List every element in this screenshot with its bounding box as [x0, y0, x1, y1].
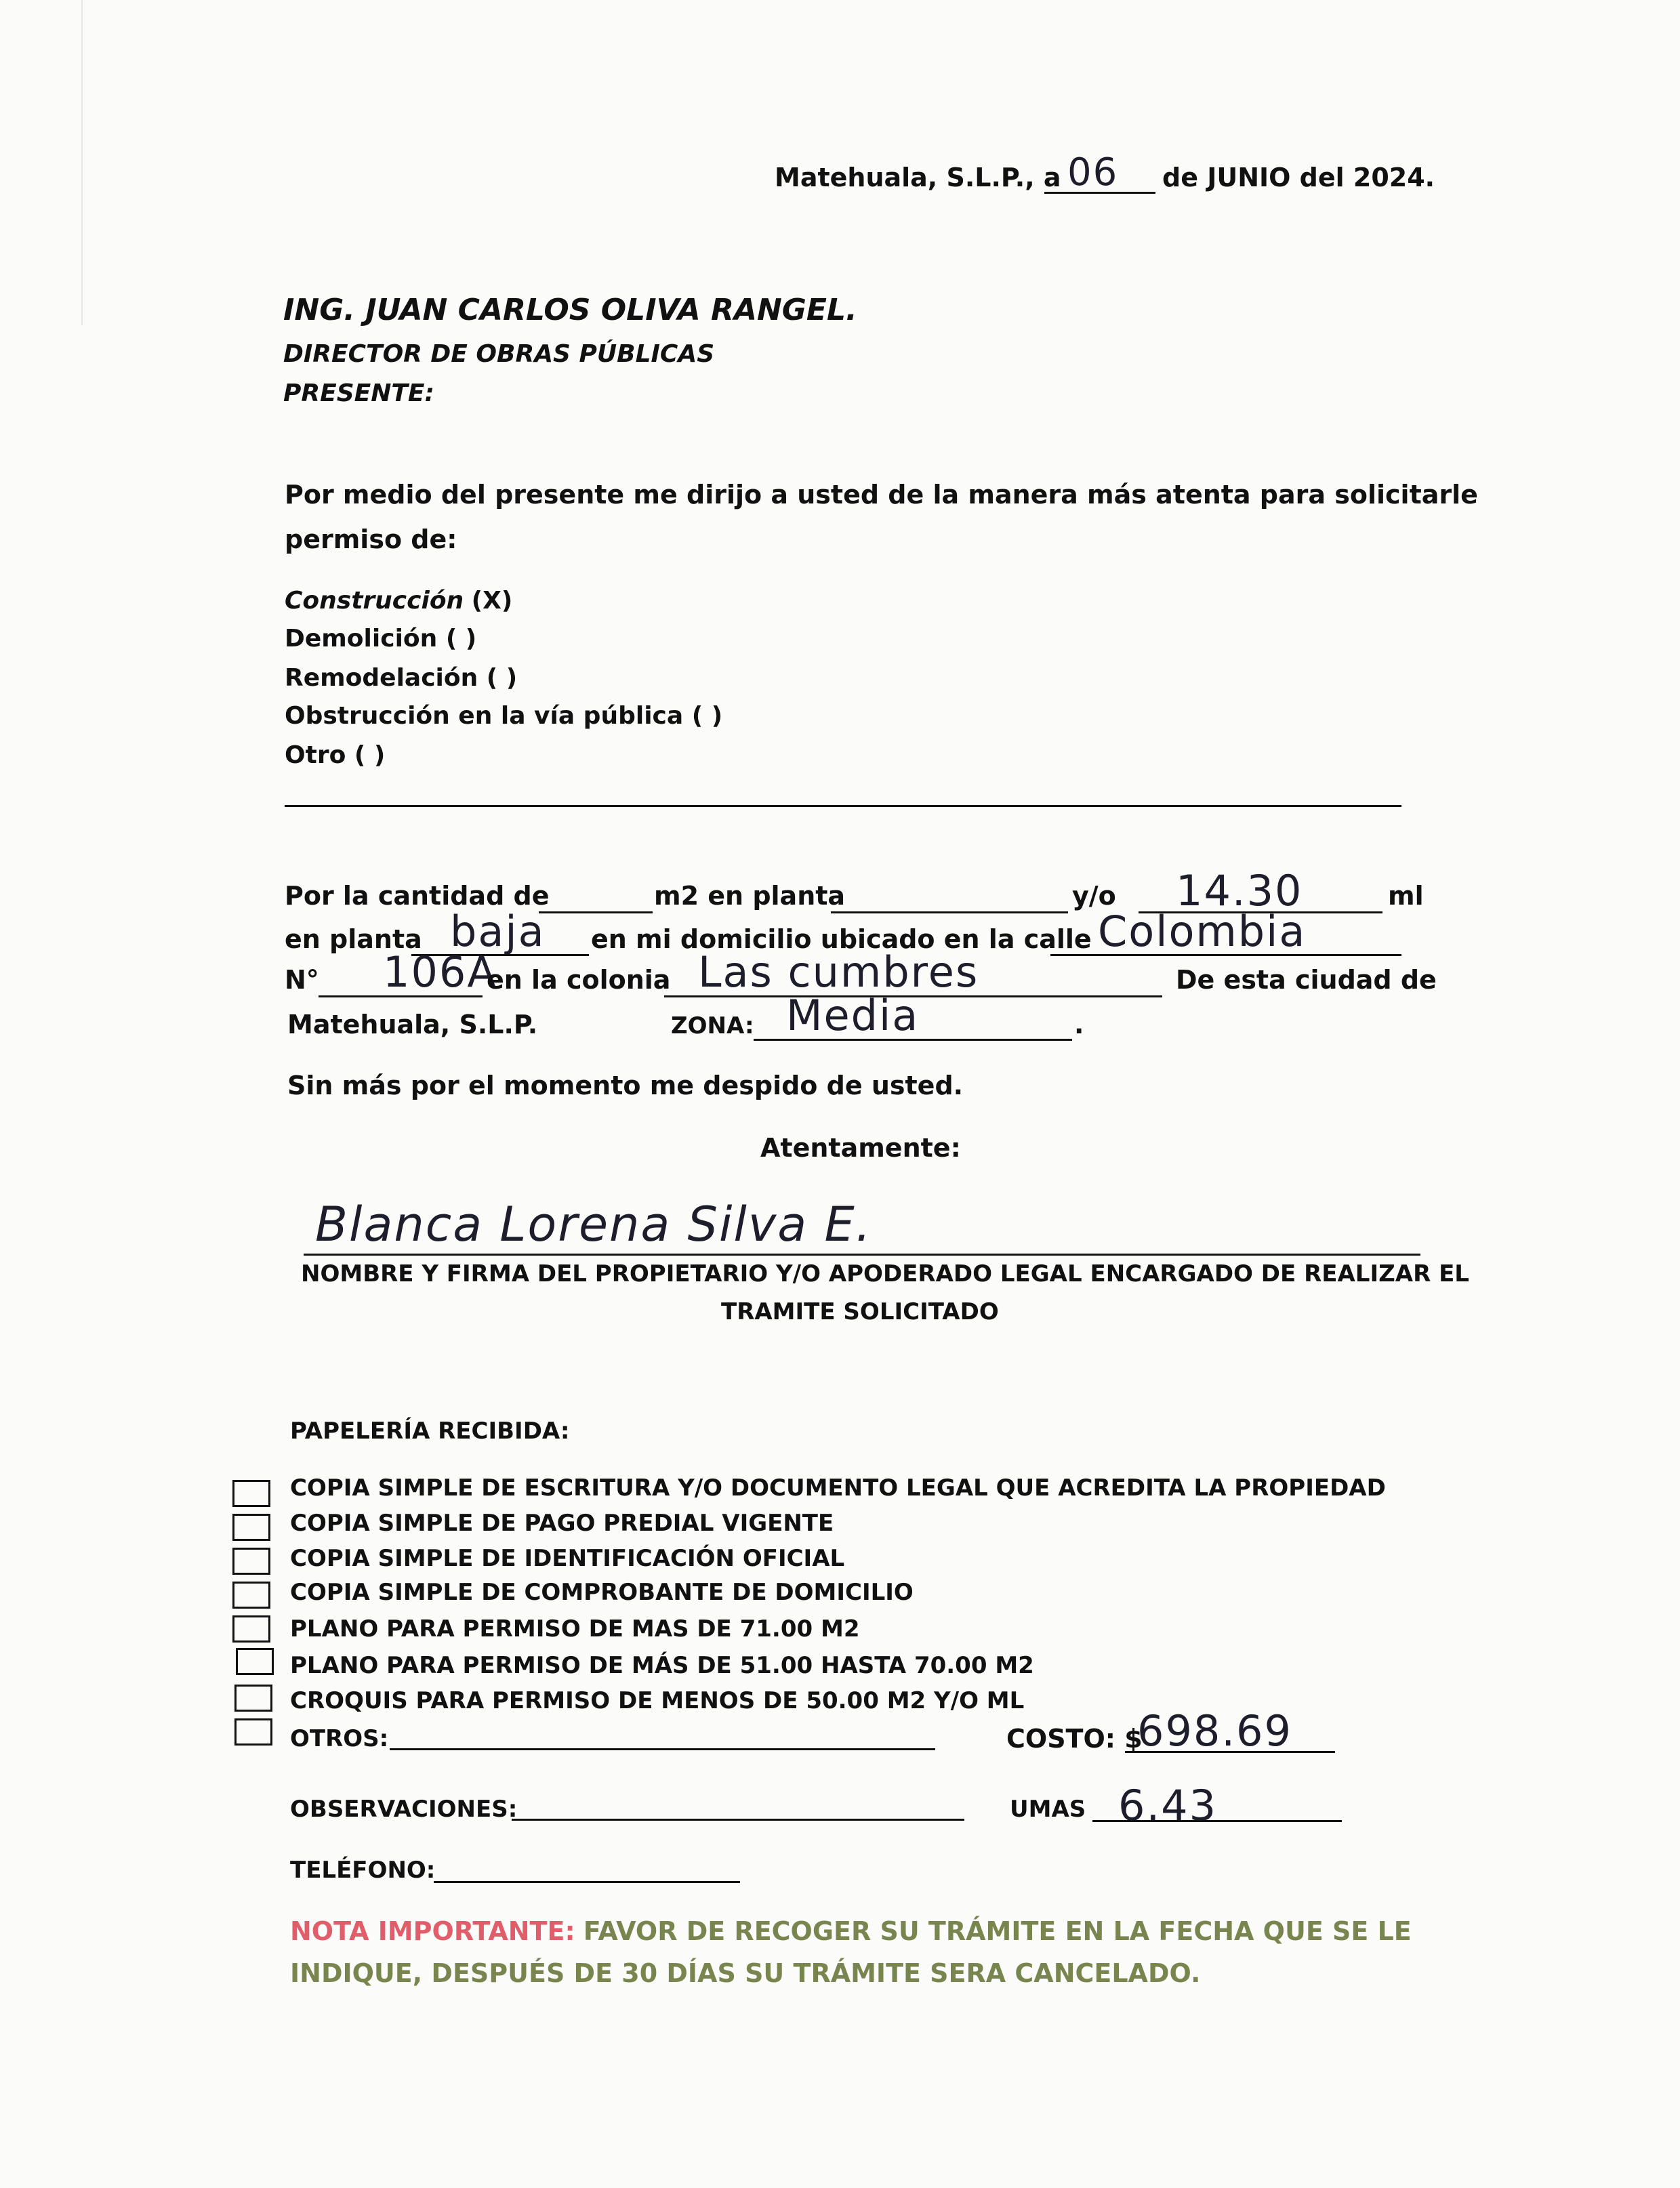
date-day-line [1044, 192, 1155, 194]
no-label: N° [285, 965, 319, 995]
permit-remodelacion-label: Remodelación [285, 664, 478, 692]
zona-line [754, 1039, 1072, 1041]
permit-demolicion-label: Demolición [285, 625, 438, 653]
city-text: Matehuala, S.L.P. [287, 1010, 538, 1039]
colonia-value: Las cumbres [698, 947, 979, 997]
papeleria-item-plano-51: PLANO PARA PERMISO DE MÁS DE 51.00 HASTA 70.00 M2 [290, 1652, 1034, 1679]
otros-line [390, 1748, 935, 1750]
umas-label: UMAS [1010, 1796, 1086, 1823]
nota-line-1 [290, 1916, 1412, 1946]
date-suffix: de JUNIO del 2024. [1162, 163, 1435, 192]
sign-caption-2: TRAMITE SOLICITADO [721, 1298, 999, 1325]
costo-line [1125, 1751, 1335, 1753]
telefono-label: TELÉFONO: [290, 1857, 436, 1884]
permit-otro-label: Otro [285, 741, 346, 769]
papeleria-item-escritura: COPIA SIMPLE DE ESCRITURA Y/O DOCUMENTO LEGAL QUE ACREDITA LA PROPIEDAD [290, 1474, 1386, 1502]
papeleria-item-identificacion: COPIA SIMPLE DE IDENTIFICACIÓN OFICIAL [290, 1545, 845, 1572]
no-value: 106A [383, 947, 497, 997]
permit-construccion [285, 587, 512, 615]
atentamente: Atentamente: [760, 1133, 961, 1163]
date-day: 06 [1067, 150, 1119, 194]
zona-value: Media [786, 991, 920, 1040]
intro-line-2: permiso de: [285, 524, 457, 554]
papeleria-heading: PAPELERÍA RECIBIDA: [290, 1418, 570, 1445]
signature-line [304, 1254, 1420, 1256]
sign-caption-1: NOMBRE Y FIRMA DEL PROPIETARIO Y/O APODERADO LEGAL ENCARGADO DE REALIZAR EL [301, 1260, 1469, 1287]
papeleria-checkbox-escritura[interactable] [232, 1480, 270, 1507]
yo-label: y/o [1072, 881, 1116, 911]
signature: Blanca Lorena Silva E. [315, 1197, 872, 1252]
otros-label: OTROS: [290, 1725, 389, 1752]
planta-label: en planta [285, 924, 422, 954]
cantidad-line [539, 911, 653, 913]
recipient-presente: PRESENTE: [283, 379, 434, 407]
zona-label: ZONA: [671, 1012, 754, 1039]
papeleria-item-domicilio: COPIA SIMPLE DE COMPROBANTE DE DOMICILIO [290, 1579, 914, 1606]
ciudad-label: De esta ciudad de [1176, 965, 1437, 995]
otro-description-line [285, 805, 1401, 807]
nota-label: NOTA IMPORTANTE: [290, 1916, 575, 1946]
intro-line-1: Por medio del presente me dirijo a usted de la manera más atenta para solicitarle [285, 480, 1478, 510]
planta-value: baja [450, 907, 546, 956]
papeleria-checkbox-predial[interactable] [232, 1514, 270, 1541]
calle-value: Colombia [1098, 907, 1307, 956]
recipient-title: DIRECTOR DE OBRAS PÚBLICAS [283, 340, 715, 368]
papeleria-checkbox-identificacion[interactable] [232, 1548, 270, 1575]
permit-otro [285, 741, 385, 769]
observaciones-line [512, 1819, 964, 1821]
nota-text-2: INDIQUE, DESPUÉS DE 30 DÍAS SU TRÁMITE SERA CANCELADO. [290, 1958, 1201, 1988]
papeleria-checkbox-otros[interactable] [234, 1718, 272, 1746]
permit-obstruccion [285, 702, 722, 730]
permit-otro-mark: ( ) [354, 741, 386, 769]
permit-construccion-label: Construcción [285, 587, 464, 615]
page-edge-shadow [0, 0, 83, 325]
papeleria-checkbox-croquis[interactable] [234, 1685, 272, 1712]
domicilio-label: en mi domicilio ubicado en la calle [591, 924, 1092, 954]
colonia-label: en la colonia [487, 965, 671, 995]
m2-label: m2 en planta [654, 881, 846, 911]
farewell: Sin más por el momento me despido de usted. [287, 1071, 964, 1100]
permit-remodelacion-mark: ( ) [486, 664, 518, 692]
calle-line [1050, 954, 1401, 956]
m2-line [831, 911, 1068, 913]
permit-obstruccion-label: Obstrucción en la vía pública [285, 702, 684, 730]
zona-end: . [1074, 1010, 1084, 1039]
papeleria-item-predial: COPIA SIMPLE DE PAGO PREDIAL VIGENTE [290, 1510, 834, 1537]
nota-text-1: FAVOR DE RECOGER SU TRÁMITE EN LA FECHA QUE SE LE [583, 1916, 1412, 1946]
ml-value: 14.30 [1176, 866, 1303, 915]
cantidad-label: Por la cantidad de [285, 881, 550, 911]
no-line [319, 995, 483, 997]
observaciones-label: OBSERVACIONES: [290, 1796, 518, 1823]
recipient-name: ING. JUAN CARLOS OLIVA RANGEL. [283, 293, 857, 327]
costo-value: 698.69 [1137, 1706, 1292, 1756]
date-prefix: Matehuala, S.L.P., a [775, 163, 1061, 192]
permit-demolicion [285, 625, 476, 653]
umas-line [1092, 1820, 1342, 1822]
ml-label: ml [1388, 881, 1424, 911]
umas-value: 6.43 [1118, 1781, 1218, 1830]
costo-label: COSTO: $ [1006, 1724, 1143, 1754]
papeleria-item-plano-71: PLANO PARA PERMISO DE MAS DE 71.00 M2 [290, 1615, 860, 1643]
papeleria-checkbox-plano-71[interactable] [232, 1615, 270, 1643]
permit-obstruccion-mark: ( ) [691, 702, 723, 730]
papeleria-checkbox-domicilio[interactable] [232, 1582, 270, 1609]
papeleria-item-croquis: CROQUIS PARA PERMISO DE MENOS DE 50.00 M2 Y/O ML [290, 1687, 1025, 1714]
permit-construccion-mark: (X) [471, 587, 513, 615]
telefono-line [434, 1881, 740, 1883]
permit-remodelacion [285, 664, 517, 692]
permit-demolicion-mark: ( ) [445, 625, 477, 653]
papeleria-checkbox-plano-51[interactable] [236, 1648, 274, 1675]
